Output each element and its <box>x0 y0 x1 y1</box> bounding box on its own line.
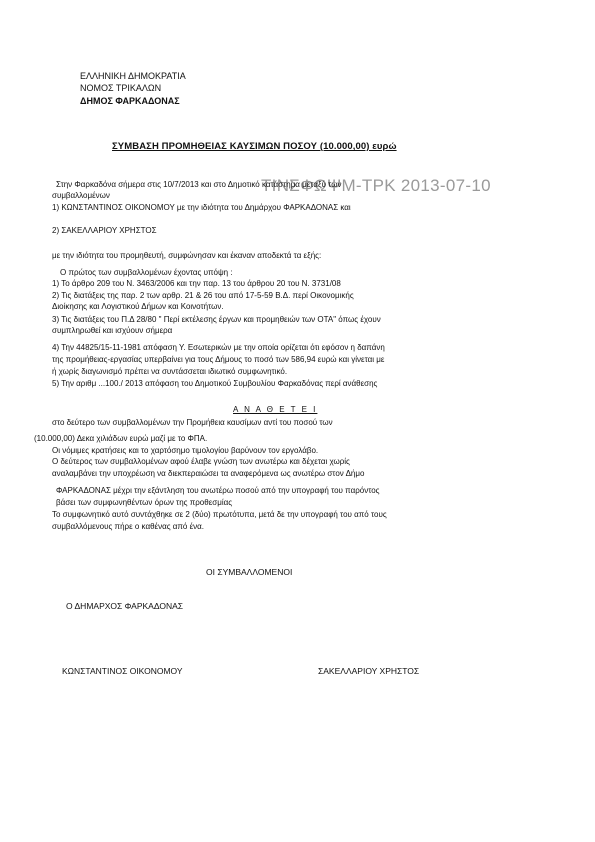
consideration-item: ή χωρίς διαγωνισμό πρέπει να συντάσσεται ιδιωτικό συμφωνητικό. <box>52 367 288 376</box>
consideration-item: 4) Την 44825/15-11-1981 απόφαση Υ. Εσωτερικών με την οποία ορίζεται ότι εφόσον η δαπάνη <box>52 343 385 352</box>
header-prefecture: ΝΟΜΟΣ ΤΡΙΚΑΛΩΝ <box>80 83 162 93</box>
consideration-item: Διοίκησης και Λογιστικού Δήμων και Κοινοτήτων. <box>52 302 224 311</box>
award-line: Το συμφωνητικό αυτό συντάχθηκε σε 2 (δύο) πρωτότυπα, μετά δε την υπογραφή του από τους <box>52 510 387 519</box>
consideration-item: 2) Τις διατάξεις της παρ. 2 των αρθρ. 21 & 26 του από 17-5-59 Β.Δ. περί Οικονομικής <box>52 291 354 300</box>
party-2: 2) ΣΑΚΕΛΛΑΡΙΟΥ ΧΡΗΣΤΟΣ <box>52 226 157 235</box>
consideration-item: της προμήθειας-εργασίας υπερβαίνει για τους Δήμους το ποσό των 586,94 ευρώ και γίνεται με <box>52 355 385 364</box>
supplier-name: ΣΑΚΕΛΛΑΡΙΟΥ ΧΡΗΣΤΟΣ <box>318 666 420 676</box>
consideration-item: 3) Τις διατάξεις του Π.Δ 28/80 " Περί εκτέλεσης έργων και προμηθειών των ΟΤΑ" όπως έχουν <box>52 315 381 324</box>
award-line: Οι νόμιμες κρατήσεις και το χαρτόσημο τιμολογίου βαρύνουν τον εργολάβο. <box>52 446 319 455</box>
intro-line-2: συμβαλλομένων <box>52 191 110 200</box>
award-line: Ο δεύτερος των συμβαλλομένων αφού έλαβε γνώση των ανωτέρω και δέχεται χωρίς <box>52 457 350 466</box>
capacity-line: με την ιδιότητα του προμηθευτή, συμφώνησαν και έκαναν αποδεκτά τα εξής: <box>52 251 322 260</box>
signatories-heading: ΟΙ ΣΥΜΒΑΛΛΟΜΕΝΟΙ <box>206 567 293 577</box>
award-heading: Α Ν Α Θ Ε Τ Ε Ι <box>233 405 318 414</box>
consideration-item: 1) Το άρθρο 209 του Ν. 3463/2006 και την παρ. 13 του άρθρου 20 του Ν. 3731/08 <box>52 279 341 288</box>
mayor-name: ΚΩΝΣΤΑΝΤΙΝΟΣ ΟΙΚΟΝΟΜΟΥ <box>62 666 183 676</box>
header-municipality: ΔΗΜΟΣ ΦΑΡΚΑΔΟΝΑΣ <box>80 96 180 106</box>
header-country: ΕΛΛΗΝΙΚΗ ΔΗΜΟΚΡΑΤΙΑ <box>80 71 186 81</box>
intro-line-1: Στην Φαρκαδόνα σήμερα στις 10/7/2013 και στο Δημοτικό κατάστημα μεταξύ των <box>56 180 342 189</box>
award-line: αναλαμβάνει την υποχρέωση να διεκπεραιώσει τα αναφερόμενα ως ανωτέρω στον Δήμο <box>52 469 365 478</box>
registry-stamp: ΤΙΝΣΦΩΨΜ-ΤΡΚ 2013-07-10 <box>261 176 491 195</box>
considerations-lead: Ο πρώτος των συμβαλλομένων έχοντας υπόψη : <box>60 268 233 277</box>
award-line: στο δεύτερο των συμβαλλομένων την Προμήθεια καυσίμων αντί του ποσού των <box>52 418 333 427</box>
document-title: ΣΥΜΒΑΣΗ ΠΡΟΜΗΘΕΙΑΣ ΚΑΥΣΙΜΩΝ ΠΟΣΟΥ (10.000,00) ευρώ <box>112 141 397 152</box>
award-line: ΦΑΡΚΑΔΟΝΑΣ μέχρι την εξάντληση του ανωτέρω ποσού από την υπογραφή του παρόντος <box>56 486 380 495</box>
award-line: συμβαλλόμενους πήρε ο καθένας από ένα. <box>52 522 205 531</box>
consideration-item: 5) Την αριθμ ...100./ 2013 απόφαση του Δημοτικού Συμβουλίου Φαρκαδόνας περί ανάθεσης <box>52 379 378 388</box>
party-1: 1) ΚΩΝΣΤΑΝΤΙΝΟΣ ΟΙΚΟΝΟΜΟΥ με την ιδιότητα του Δημάρχου ΦΑΡΚΑΔΟΝΑΣ και <box>52 203 351 212</box>
award-line: (10.000,00) Δεκα χιλιάδων ευρώ μαζί με το ΦΠΑ. <box>34 434 208 443</box>
consideration-item: συμπληρωθεί και ισχύουν σήμερα <box>52 326 173 335</box>
award-line: βάσει των συμφωνηθέντων όρων της προθεσμίας <box>56 498 233 507</box>
mayor-title: Ο ΔΗΜΑΡΧΟΣ ΦΑΡΚΑΔΟΝΑΣ <box>66 601 184 611</box>
